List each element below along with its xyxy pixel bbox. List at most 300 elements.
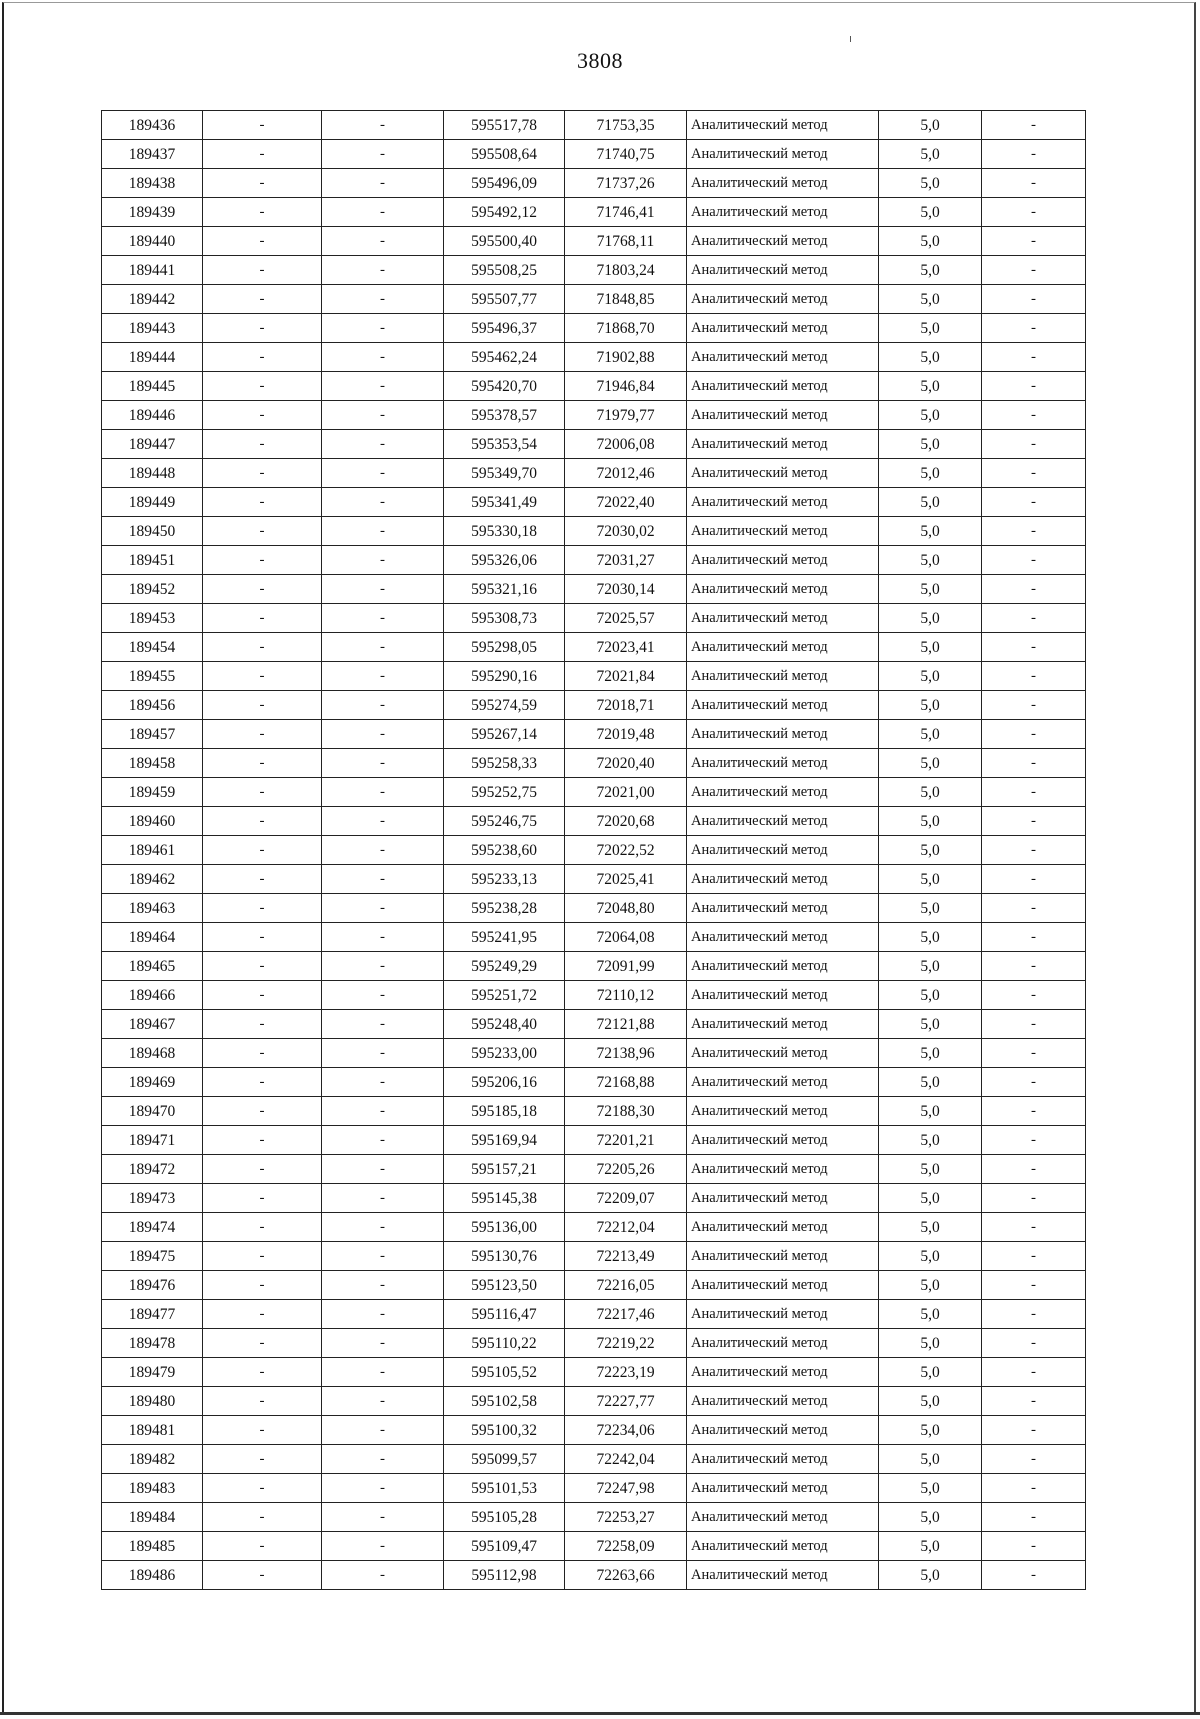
method-cell: Аналитический метод — [687, 1271, 879, 1300]
dash-cell: - — [203, 1184, 322, 1213]
dash-cell: - — [982, 720, 1086, 749]
dash-cell: - — [322, 1416, 444, 1445]
table-row — [102, 314, 1086, 343]
point-number-cell: 189453 — [102, 604, 203, 633]
dash-cell: - — [322, 778, 444, 807]
dash-cell: - — [982, 865, 1086, 894]
x-coordinate-cell: 595109,47 — [444, 1532, 565, 1561]
dash-cell: - — [203, 604, 322, 633]
dash-cell: - — [203, 1445, 322, 1474]
x-coordinate-cell: 595101,53 — [444, 1474, 565, 1503]
accuracy-cell: 5,0 — [879, 517, 982, 546]
dash-cell: - — [322, 1242, 444, 1271]
dash-cell: - — [982, 459, 1086, 488]
dash-cell: - — [982, 1242, 1086, 1271]
dash-cell: - — [322, 1445, 444, 1474]
y-coordinate-cell: 72223,19 — [565, 1358, 687, 1387]
accuracy-cell: 5,0 — [879, 1358, 982, 1387]
y-coordinate-cell: 72030,14 — [565, 575, 687, 604]
table-row — [102, 1445, 1086, 1474]
dash-cell: - — [982, 894, 1086, 923]
dash-cell: - — [322, 923, 444, 952]
x-coordinate-cell: 595507,77 — [444, 285, 565, 314]
dash-cell: - — [203, 807, 322, 836]
method-cell: Аналитический метод — [687, 1358, 879, 1387]
dash-cell: - — [322, 343, 444, 372]
method-cell: Аналитический метод — [687, 1010, 879, 1039]
point-number-cell: 189484 — [102, 1503, 203, 1532]
table-row — [102, 923, 1086, 952]
dash-cell: - — [203, 111, 322, 140]
point-number-cell: 189474 — [102, 1213, 203, 1242]
table-row — [102, 430, 1086, 459]
x-coordinate-cell: 595123,50 — [444, 1271, 565, 1300]
method-cell: Аналитический метод — [687, 1329, 879, 1358]
table-row — [102, 1532, 1086, 1561]
dash-cell: - — [203, 1532, 322, 1561]
x-coordinate-cell: 595238,28 — [444, 894, 565, 923]
accuracy-cell: 5,0 — [879, 1387, 982, 1416]
x-coordinate-cell: 595378,57 — [444, 401, 565, 430]
y-coordinate-cell: 72021,84 — [565, 662, 687, 691]
method-cell: Аналитический метод — [687, 314, 879, 343]
dash-cell: - — [322, 1329, 444, 1358]
table-row — [102, 1329, 1086, 1358]
dash-cell: - — [322, 1271, 444, 1300]
y-coordinate-cell: 72006,08 — [565, 430, 687, 459]
page-number: 3808 — [577, 48, 623, 73]
point-number-cell: 189464 — [102, 923, 203, 952]
x-coordinate-cell: 595145,38 — [444, 1184, 565, 1213]
accuracy-cell: 5,0 — [879, 923, 982, 952]
dash-cell: - — [982, 1010, 1086, 1039]
y-coordinate-cell: 71803,24 — [565, 256, 687, 285]
x-coordinate-cell: 595496,09 — [444, 169, 565, 198]
dash-cell: - — [203, 778, 322, 807]
point-number-cell: 189478 — [102, 1329, 203, 1358]
dash-cell: - — [322, 720, 444, 749]
dash-cell: - — [322, 488, 444, 517]
y-coordinate-cell: 72253,27 — [565, 1503, 687, 1532]
x-coordinate-cell: 595110,22 — [444, 1329, 565, 1358]
dash-cell: - — [982, 256, 1086, 285]
method-cell: Аналитический метод — [687, 488, 879, 517]
dash-cell: - — [982, 836, 1086, 865]
point-number-cell: 189437 — [102, 140, 203, 169]
dash-cell: - — [203, 285, 322, 314]
table-row — [102, 981, 1086, 1010]
dash-cell: - — [203, 227, 322, 256]
dash-cell: - — [322, 1387, 444, 1416]
method-cell: Аналитический метод — [687, 778, 879, 807]
method-cell: Аналитический метод — [687, 227, 879, 256]
table-row — [102, 778, 1086, 807]
page-bottom-rule — [0, 1712, 1200, 1715]
x-coordinate-cell: 595290,16 — [444, 662, 565, 691]
point-number-cell: 189469 — [102, 1068, 203, 1097]
point-number-cell: 189466 — [102, 981, 203, 1010]
point-number-cell: 189468 — [102, 1039, 203, 1068]
point-number-cell: 189463 — [102, 894, 203, 923]
point-number-cell: 189472 — [102, 1155, 203, 1184]
x-coordinate-cell: 595157,21 — [444, 1155, 565, 1184]
point-number-cell: 189455 — [102, 662, 203, 691]
dash-cell: - — [982, 517, 1086, 546]
accuracy-cell: 5,0 — [879, 314, 982, 343]
y-coordinate-cell: 71848,85 — [565, 285, 687, 314]
table-row — [102, 807, 1086, 836]
y-coordinate-cell: 72234,06 — [565, 1416, 687, 1445]
dash-cell: - — [203, 546, 322, 575]
dash-cell: - — [322, 1503, 444, 1532]
accuracy-cell: 5,0 — [879, 720, 982, 749]
method-cell: Аналитический метод — [687, 1242, 879, 1271]
dash-cell: - — [322, 807, 444, 836]
y-coordinate-cell: 72217,46 — [565, 1300, 687, 1329]
dash-cell: - — [203, 836, 322, 865]
dash-cell: - — [982, 1503, 1086, 1532]
dash-cell: - — [322, 314, 444, 343]
method-cell: Аналитический метод — [687, 1184, 879, 1213]
dash-cell: - — [203, 749, 322, 778]
point-number-cell: 189436 — [102, 111, 203, 140]
accuracy-cell: 5,0 — [879, 662, 982, 691]
dash-cell: - — [203, 952, 322, 981]
dash-cell: - — [322, 430, 444, 459]
table-row — [102, 285, 1086, 314]
method-cell: Аналитический метод — [687, 923, 879, 952]
dash-cell: - — [982, 401, 1086, 430]
accuracy-cell: 5,0 — [879, 488, 982, 517]
dash-cell: - — [982, 952, 1086, 981]
accuracy-cell: 5,0 — [879, 1242, 982, 1271]
accuracy-cell: 5,0 — [879, 778, 982, 807]
table-row — [102, 575, 1086, 604]
dash-cell: - — [322, 546, 444, 575]
dash-cell: - — [982, 778, 1086, 807]
table-row — [102, 1039, 1086, 1068]
method-cell: Аналитический метод — [687, 691, 879, 720]
dash-cell: - — [982, 633, 1086, 662]
accuracy-cell: 5,0 — [879, 807, 982, 836]
y-coordinate-cell: 72168,88 — [565, 1068, 687, 1097]
y-coordinate-cell: 72025,41 — [565, 865, 687, 894]
accuracy-cell: 5,0 — [879, 343, 982, 372]
x-coordinate-cell: 595341,49 — [444, 488, 565, 517]
dash-cell: - — [203, 198, 322, 227]
accuracy-cell: 5,0 — [879, 1010, 982, 1039]
x-coordinate-cell: 595353,54 — [444, 430, 565, 459]
point-number-cell: 189460 — [102, 807, 203, 836]
x-coordinate-cell: 595238,60 — [444, 836, 565, 865]
dash-cell: - — [982, 314, 1086, 343]
dash-cell: - — [203, 1561, 322, 1590]
dash-cell: - — [322, 1561, 444, 1590]
dash-cell: - — [322, 401, 444, 430]
point-number-cell: 189454 — [102, 633, 203, 662]
table-row — [102, 836, 1086, 865]
method-cell: Аналитический метод — [687, 1561, 879, 1590]
dash-cell: - — [982, 749, 1086, 778]
dash-cell: - — [982, 1097, 1086, 1126]
dash-cell: - — [203, 1213, 322, 1242]
x-coordinate-cell: 595274,59 — [444, 691, 565, 720]
dash-cell: - — [322, 1039, 444, 1068]
dash-cell: - — [203, 1503, 322, 1532]
x-coordinate-cell: 595349,70 — [444, 459, 565, 488]
x-coordinate-cell: 595233,00 — [444, 1039, 565, 1068]
table-row — [102, 1126, 1086, 1155]
dash-cell: - — [322, 198, 444, 227]
method-cell: Аналитический метод — [687, 517, 879, 546]
dash-cell: - — [982, 691, 1086, 720]
y-coordinate-cell: 72263,66 — [565, 1561, 687, 1590]
dash-cell: - — [203, 1387, 322, 1416]
dash-cell: - — [982, 1358, 1086, 1387]
x-coordinate-cell: 595308,73 — [444, 604, 565, 633]
method-cell: Аналитический метод — [687, 1416, 879, 1445]
point-number-cell: 189443 — [102, 314, 203, 343]
method-cell: Аналитический метод — [687, 807, 879, 836]
x-coordinate-cell: 595508,25 — [444, 256, 565, 285]
method-cell: Аналитический метод — [687, 1503, 879, 1532]
x-coordinate-cell: 595105,28 — [444, 1503, 565, 1532]
method-cell: Аналитический метод — [687, 111, 879, 140]
x-coordinate-cell: 595251,72 — [444, 981, 565, 1010]
accuracy-cell: 5,0 — [879, 285, 982, 314]
accuracy-cell: 5,0 — [879, 169, 982, 198]
dash-cell: - — [982, 546, 1086, 575]
dash-cell: - — [982, 1039, 1086, 1068]
y-coordinate-cell: 71946,84 — [565, 372, 687, 401]
x-coordinate-cell: 595169,94 — [444, 1126, 565, 1155]
x-coordinate-cell: 595420,70 — [444, 372, 565, 401]
x-coordinate-cell: 595241,95 — [444, 923, 565, 952]
accuracy-cell: 5,0 — [879, 227, 982, 256]
accuracy-cell: 5,0 — [879, 1445, 982, 1474]
table-row — [102, 691, 1086, 720]
point-number-cell: 189485 — [102, 1532, 203, 1561]
dash-cell: - — [982, 1155, 1086, 1184]
dash-cell: - — [322, 169, 444, 198]
dash-cell: - — [322, 749, 444, 778]
point-number-cell: 189461 — [102, 836, 203, 865]
accuracy-cell: 5,0 — [879, 1329, 982, 1358]
accuracy-cell: 5,0 — [879, 1068, 982, 1097]
accuracy-cell: 5,0 — [879, 1184, 982, 1213]
dash-cell: - — [322, 1010, 444, 1039]
dash-cell: - — [982, 1445, 1086, 1474]
y-coordinate-cell: 72213,49 — [565, 1242, 687, 1271]
accuracy-cell: 5,0 — [879, 952, 982, 981]
accuracy-cell: 5,0 — [879, 1474, 982, 1503]
y-coordinate-cell: 71753,35 — [565, 111, 687, 140]
point-number-cell: 189477 — [102, 1300, 203, 1329]
point-number-cell: 189452 — [102, 575, 203, 604]
dash-cell: - — [203, 401, 322, 430]
accuracy-cell: 5,0 — [879, 1561, 982, 1590]
dash-cell: - — [982, 488, 1086, 517]
dash-cell: - — [322, 633, 444, 662]
table-row — [102, 227, 1086, 256]
y-coordinate-cell: 72025,57 — [565, 604, 687, 633]
accuracy-cell: 5,0 — [879, 546, 982, 575]
table-row — [102, 517, 1086, 546]
table-row — [102, 1503, 1086, 1532]
method-cell: Аналитический метод — [687, 1300, 879, 1329]
point-number-cell: 189451 — [102, 546, 203, 575]
accuracy-cell: 5,0 — [879, 1097, 982, 1126]
point-number-cell: 189482 — [102, 1445, 203, 1474]
table-row — [102, 1155, 1086, 1184]
table-row — [102, 401, 1086, 430]
accuracy-cell: 5,0 — [879, 401, 982, 430]
method-cell: Аналитический метод — [687, 169, 879, 198]
dash-cell: - — [203, 1242, 322, 1271]
accuracy-cell: 5,0 — [879, 1039, 982, 1068]
x-coordinate-cell: 595100,32 — [444, 1416, 565, 1445]
point-number-cell: 189459 — [102, 778, 203, 807]
dash-cell: - — [203, 1155, 322, 1184]
y-coordinate-cell: 71746,41 — [565, 198, 687, 227]
dash-cell: - — [203, 1329, 322, 1358]
dash-cell: - — [322, 1126, 444, 1155]
method-cell: Аналитический метод — [687, 343, 879, 372]
table-row — [102, 546, 1086, 575]
dash-cell: - — [982, 198, 1086, 227]
accuracy-cell: 5,0 — [879, 372, 982, 401]
point-number-cell: 189480 — [102, 1387, 203, 1416]
dash-cell: - — [203, 1068, 322, 1097]
table-row — [102, 1474, 1086, 1503]
y-coordinate-cell: 71979,77 — [565, 401, 687, 430]
x-coordinate-cell: 595517,78 — [444, 111, 565, 140]
point-number-cell: 189465 — [102, 952, 203, 981]
dash-cell: - — [982, 285, 1086, 314]
table-row — [102, 952, 1086, 981]
table-row — [102, 865, 1086, 894]
dash-cell: - — [982, 807, 1086, 836]
method-cell: Аналитический метод — [687, 1474, 879, 1503]
table-row — [102, 1242, 1086, 1271]
dash-cell: - — [982, 1126, 1086, 1155]
x-coordinate-cell: 595252,75 — [444, 778, 565, 807]
coordinates-table — [101, 110, 1086, 1590]
method-cell: Аналитический метод — [687, 1155, 879, 1184]
accuracy-cell: 5,0 — [879, 1503, 982, 1532]
accuracy-cell: 5,0 — [879, 256, 982, 285]
accuracy-cell: 5,0 — [879, 1155, 982, 1184]
point-number-cell: 189447 — [102, 430, 203, 459]
table-row — [102, 1010, 1086, 1039]
scan-mark — [850, 36, 851, 42]
x-coordinate-cell: 595105,52 — [444, 1358, 565, 1387]
accuracy-cell: 5,0 — [879, 1300, 982, 1329]
dash-cell: - — [203, 633, 322, 662]
accuracy-cell: 5,0 — [879, 1213, 982, 1242]
y-coordinate-cell: 72031,27 — [565, 546, 687, 575]
dash-cell: - — [203, 691, 322, 720]
dash-cell: - — [203, 1039, 322, 1068]
point-number-cell: 189439 — [102, 198, 203, 227]
point-number-cell: 189438 — [102, 169, 203, 198]
dash-cell: - — [322, 517, 444, 546]
x-coordinate-cell: 595500,40 — [444, 227, 565, 256]
method-cell: Аналитический метод — [687, 633, 879, 662]
dash-cell: - — [203, 1271, 322, 1300]
table-body — [102, 111, 1086, 1590]
x-coordinate-cell: 595492,12 — [444, 198, 565, 227]
point-number-cell: 189440 — [102, 227, 203, 256]
y-coordinate-cell: 72242,04 — [565, 1445, 687, 1474]
dash-cell: - — [322, 836, 444, 865]
table-row — [102, 343, 1086, 372]
table-row — [102, 749, 1086, 778]
dash-cell: - — [322, 227, 444, 256]
table-row — [102, 169, 1086, 198]
table-row — [102, 111, 1086, 140]
dash-cell: - — [203, 517, 322, 546]
dash-cell: - — [203, 923, 322, 952]
dash-cell: - — [203, 1300, 322, 1329]
method-cell: Аналитический метод — [687, 749, 879, 778]
table-row — [102, 720, 1086, 749]
dash-cell: - — [982, 111, 1086, 140]
dash-cell: - — [982, 372, 1086, 401]
method-cell: Аналитический метод — [687, 981, 879, 1010]
y-coordinate-cell: 72022,40 — [565, 488, 687, 517]
dash-cell: - — [982, 227, 1086, 256]
method-cell: Аналитический метод — [687, 836, 879, 865]
accuracy-cell: 5,0 — [879, 430, 982, 459]
y-coordinate-cell: 72019,48 — [565, 720, 687, 749]
accuracy-cell: 5,0 — [879, 198, 982, 227]
x-coordinate-cell: 595099,57 — [444, 1445, 565, 1474]
y-coordinate-cell: 72212,04 — [565, 1213, 687, 1242]
accuracy-cell: 5,0 — [879, 575, 982, 604]
method-cell: Аналитический метод — [687, 865, 879, 894]
y-coordinate-cell: 72121,88 — [565, 1010, 687, 1039]
dash-cell: - — [322, 662, 444, 691]
accuracy-cell: 5,0 — [879, 633, 982, 662]
method-cell: Аналитический метод — [687, 1126, 879, 1155]
dash-cell: - — [322, 981, 444, 1010]
dash-cell: - — [203, 1010, 322, 1039]
method-cell: Аналитический метод — [687, 285, 879, 314]
method-cell: Аналитический метод — [687, 401, 879, 430]
dash-cell: - — [203, 1474, 322, 1503]
point-number-cell: 189481 — [102, 1416, 203, 1445]
y-coordinate-cell: 72048,80 — [565, 894, 687, 923]
y-coordinate-cell: 72022,52 — [565, 836, 687, 865]
dash-cell: - — [322, 140, 444, 169]
dash-cell: - — [203, 1097, 322, 1126]
table-row — [102, 372, 1086, 401]
table-row — [102, 1213, 1086, 1242]
dash-cell: - — [203, 1126, 322, 1155]
point-number-cell: 189458 — [102, 749, 203, 778]
point-number-cell: 189446 — [102, 401, 203, 430]
method-cell: Аналитический метод — [687, 1097, 879, 1126]
dash-cell: - — [322, 1097, 444, 1126]
x-coordinate-cell: 595130,76 — [444, 1242, 565, 1271]
y-coordinate-cell: 72023,41 — [565, 633, 687, 662]
dash-cell: - — [203, 575, 322, 604]
x-coordinate-cell: 595496,37 — [444, 314, 565, 343]
point-number-cell: 189445 — [102, 372, 203, 401]
x-coordinate-cell: 595136,00 — [444, 1213, 565, 1242]
y-coordinate-cell: 72219,22 — [565, 1329, 687, 1358]
